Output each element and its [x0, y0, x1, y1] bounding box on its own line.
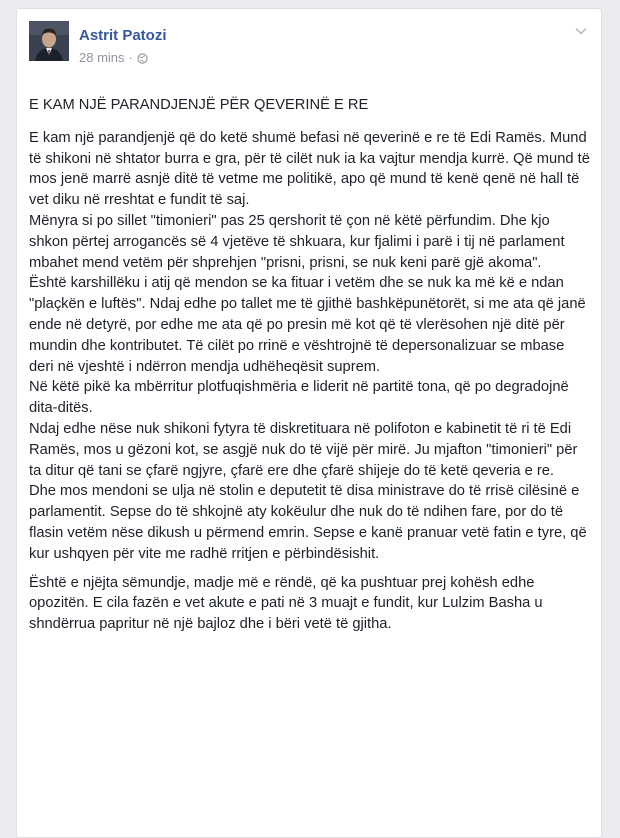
paragraph: Është karshillëku i atij që mendon se ka fituar i vetëm dhe se nuk ka më kë e ndan "plaçkën e luftës". Ndaj edhe po tallet me të gjithë bashkëpunëtorët, si me ata që janë ende në detyrë, por edhe me ata që po presin më kot që të vlerësohen një ditë për mundin dhe kontributet. Të cilët po rrinë e vështrojnë të depersonalizuar se mbase deri në vjeshtë i ndërron mendja udhëheqësit suprem.	[29, 275, 586, 375]
paragraph-block	[29, 128, 591, 565]
author-name-link[interactable]: Astrit Patozi	[79, 27, 167, 44]
chevron-down-icon[interactable]	[573, 23, 589, 39]
avatar[interactable]	[29, 21, 69, 61]
avatar-photo	[29, 21, 69, 61]
paragraph: Ndaj edhe nëse nuk shikoni fytyra të diskretituara në polifoton e kabinetit të ri të Edi Ramës, mos u gëzoni kot, se asgjë nuk do të vijë për mirë. Ju mjafton "timonieri" për ta ditur që tani se çfarë ngjyre, çfarë ere dhe çfarë shijeje do të ketë qeveria e re.	[29, 420, 578, 479]
globe-icon[interactable]	[137, 52, 148, 63]
post-meta	[79, 50, 148, 65]
paragraph-block	[29, 573, 591, 635]
post-card	[16, 8, 602, 838]
post-body	[29, 95, 591, 643]
paragraph: Në këtë pikë ka mbërritur plotfuqishmëria e liderit në partitë tona, që po degradojnë dita-ditës.	[29, 379, 569, 417]
post-timestamp[interactable]: 28 mins	[79, 50, 125, 65]
paragraph: Është e njëjta sëmundje, madje më e rëndë, që ka pushtuar prej kohësh edhe opozitën. E cila fazën e vet akute e pati në 3 muajt e fundit, kur Lulzim Basha u shndërrua papritur në një bajloz dhe i bëri vetë të gjitha.	[29, 574, 543, 633]
paragraph: Mënyra si po sillet "timonieri" pas 25 qershorit të çon në këtë përfundim. Dhe kjo shkon përtej arrogancës së 4 vjetëve të shkuara, kur fjalimi i parë i tij në parlament mbahet mend vetëm për shprehjen "prisni, prisni, se nuk keni parë gjë akoma".	[29, 212, 565, 271]
paragraph: E kam një parandjenjë që do ketë shumë befasi në qeverinë e re të Edi Ramës. Mund të shikoni në shtator burra e gra, për të cilët nuk ia ka vajtur mendja kurrë. Që mund të mos jenë marrë asnjë ditë të vetme me politikë, apo që mund të kenë qenë në hall të vet diku në rreshtat e fundit të saj.	[29, 129, 590, 209]
paragraph: Dhe mos mendoni se ulja në stolin e deputetit të disa ministrave do të rrisë cilësinë e parlamentit. Sepse do të shkojnë aty kokëulur dhe nuk do të ndihen fare, por do të flasin vetëm nëse dikush u përmend emrin. Sepse e kanë pranuar vetë fatin e tyre, që kur ushqyen për vite me radhë rritjen e përbindësishit.	[29, 483, 587, 562]
post-header	[29, 21, 589, 69]
meta-separator: ·	[128, 50, 133, 65]
post-title: E KAM NJË PARANDJENJË PËR QEVERINË E RE	[29, 97, 369, 113]
